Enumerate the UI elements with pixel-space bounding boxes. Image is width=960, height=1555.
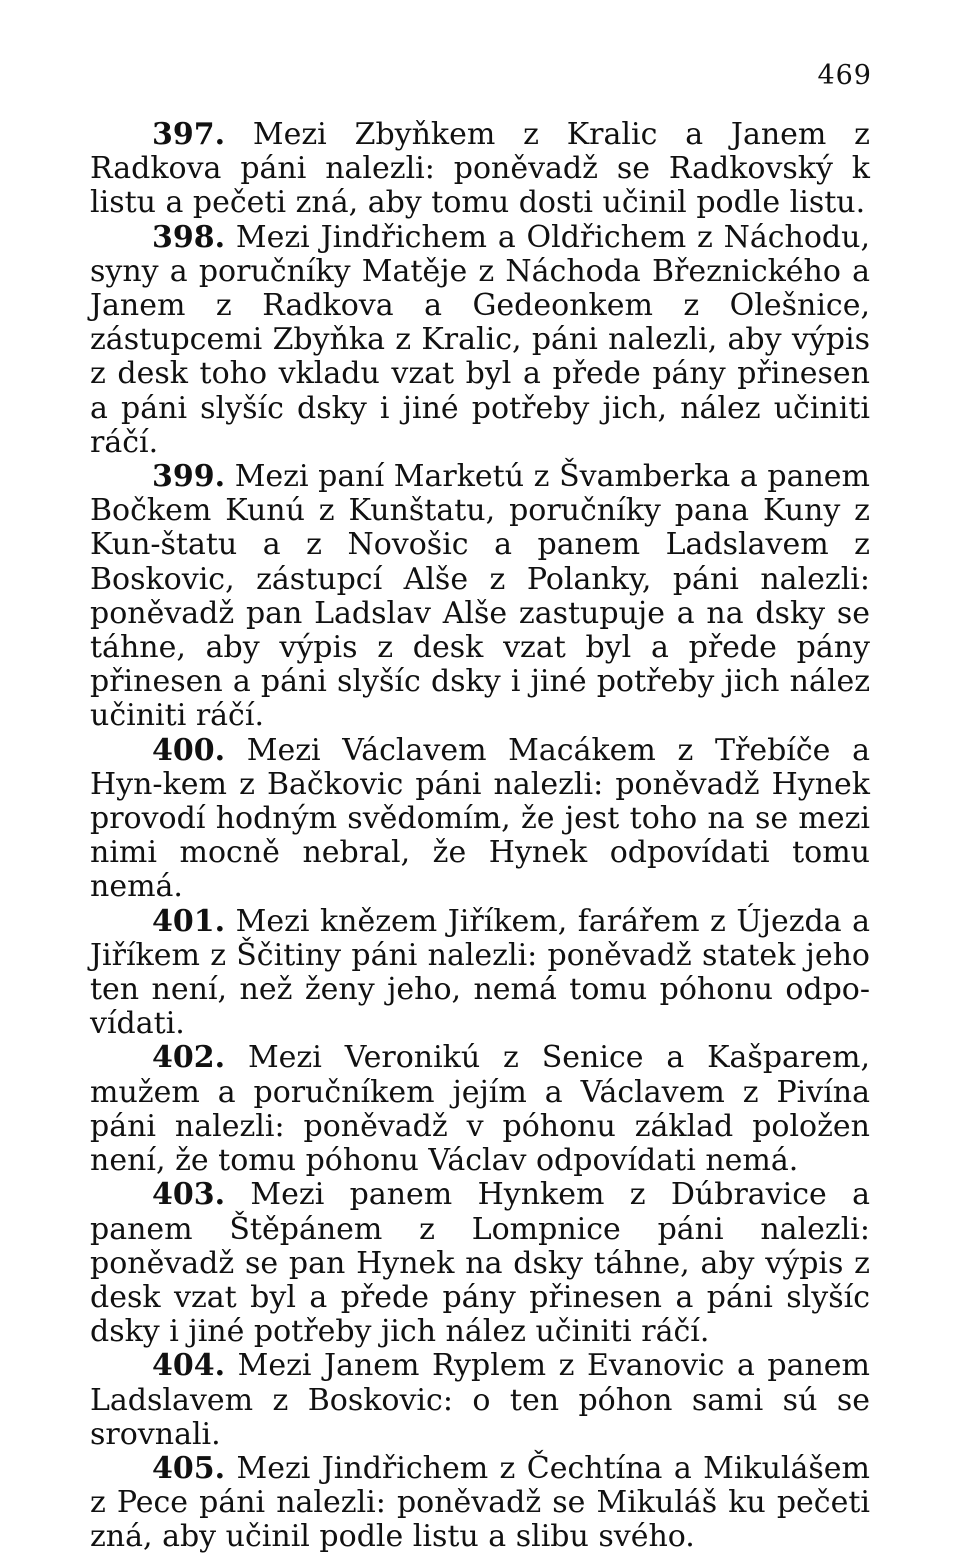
body-text — [90, 118, 870, 1555]
entry-399 — [90, 460, 870, 734]
entry-number: 398. — [152, 219, 226, 255]
entry-397 — [90, 118, 870, 221]
entry-number: 401. — [152, 903, 226, 939]
entry-number: 405. — [152, 1450, 226, 1486]
entry-400 — [90, 734, 870, 905]
entry-number: 404. — [152, 1348, 226, 1384]
entry-403 — [90, 1178, 870, 1349]
entry-number: 397. — [152, 117, 226, 152]
entry-text: Mezi panem Hynkem z Dúbravice a panem Štěpánem z Lompnice páni nalezli: poněvadž se pan Hynek na dsky táhne, aby výpis z desk vzat byl a přede pány přinesen a páni slyšíc dsky i jiné potřeby jich nález učiniti ráčí. — [90, 1177, 870, 1350]
entry-405 — [90, 1452, 870, 1555]
entry-number: 399. — [152, 459, 226, 495]
entry-text: Mezi Jindřichem a Oldřichem z Náchodu, syny a poručníky Matěje z Náchoda Březnického a Janem z Radkova a Gedeonkem z Olešnice, zástupcemi Zbyňka z Kralic, páni nalezli, aby výpis z desk toho vkladu vzat byl a přede pány přinesen a páni slyšíc dsky i jiné potřeby jich, nález učiniti ráčí. — [90, 219, 870, 460]
entry-text: Mezi Janem Ryplem z Evanovic a panem Ladslavem z Boskovic: o ten póhon sami sú se srovnali. — [90, 1348, 871, 1452]
entry-text: Mezi Veronikú z Senice a Kašparem, mužem a poručníkem jejím a Václavem z Pivína páni nalezli: poněvadž v póhonu základ položen není, že tomu póhonu Václav odpovídati nemá. — [90, 1040, 870, 1179]
entry-text: Mezi Václavem Macákem z Třebíče a Hyn-kem z Bačkovic páni nalezli: poněvadž Hynek provodí hodným svědomím, že jest toho na se mezi nimi mocně nebral, že Hynek odpovídati tomu nemá. — [90, 732, 870, 905]
entry-398 — [90, 221, 870, 460]
entry-401 — [90, 905, 870, 1042]
entry-text: Mezi Zbyňkem z Kralic a Janem z Radkova páni nalezli: poněvadž se Radkovský k listu a pečeti zná, aby tomu dosti učinil podle listu. — [90, 117, 870, 221]
entry-text: Mezi Jindřichem z Čechtína a Mikulášem z Pece páni nalezli: poněvadž se Mikuláš ku pečeti zná, aby učinil podle listu a slibu svého. — [90, 1450, 870, 1555]
entry-text: Mezi paní Marketú z Švamberka a panem Bočkem Kunú z Kunštatu, poručníky pana Kuny z Kun-štatu a z Novošic a panem Ladslavem z Boskovic, zástupcí Alše z Polanky, páni nalezli: poněvadž pan Ladslav Alše zastupuje a na dsky se táhne, aby výpis z desk vzat byl a přede pány přinesen a páni slyšíc dsky i jiné potřeby jich nález učiniti ráčí. — [90, 459, 870, 734]
entry-number: 400. — [152, 732, 226, 768]
entry-number: 402. — [152, 1040, 226, 1076]
entry-text: Mezi knězem Jiříkem, farářem z Újezda a Jiříkem z Ščitiny páni nalezli: poněvadž statek jeho ten není, než ženy jeho, nemá tomu póhonu odpo-vídati. — [90, 903, 870, 1042]
entry-number: 403. — [152, 1177, 226, 1213]
entry-402 — [90, 1041, 870, 1178]
page-number: 469 — [817, 60, 872, 91]
entry-404 — [90, 1349, 870, 1452]
